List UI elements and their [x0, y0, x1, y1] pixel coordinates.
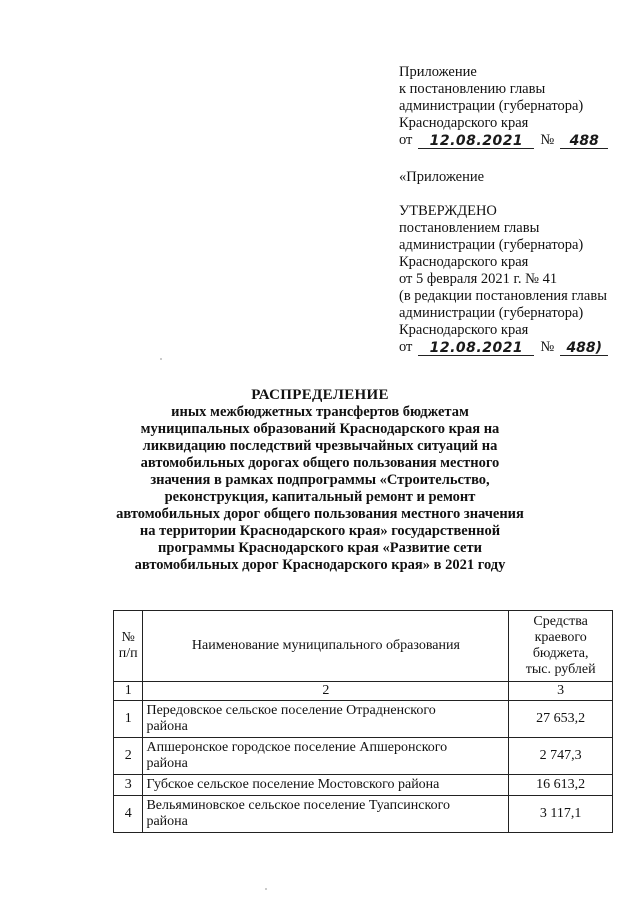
from-label: от — [399, 339, 413, 355]
from-label: от — [399, 132, 413, 148]
table-row — [114, 796, 613, 833]
approval-line: от 5 февраля 2021 г. № 41 — [399, 271, 558, 287]
header-amount-line: краевого — [534, 630, 587, 645]
appendix-quote-label: «Приложение — [399, 169, 485, 185]
row-name-line: района — [146, 719, 188, 734]
header-name: Наименование муниципального образования — [143, 611, 509, 682]
table-header-row — [114, 611, 613, 682]
approval-line: администрации (губернатора) — [399, 237, 584, 253]
column-index: 2 — [143, 682, 509, 701]
row-name — [143, 775, 509, 796]
row-name — [143, 738, 509, 775]
row-name — [143, 701, 509, 738]
approval-date-row — [399, 339, 608, 356]
approval-line: администрации (губернатора) — [399, 305, 584, 321]
table-row — [114, 738, 613, 775]
number-label: № — [540, 132, 555, 148]
title-line: программы Краснодарского края «Развитие сети — [158, 540, 482, 556]
header-amount-line: тыс. рублей — [525, 662, 596, 677]
title-line: на территории Краснодарского края» государственной — [139, 523, 501, 539]
scan-speck — [265, 888, 267, 890]
approval-line: (в редакции постановления главы — [399, 288, 607, 304]
title-line: реконструкция, капитальный ремонт и ремонт — [164, 489, 476, 505]
row-amount: 27 653,2 — [509, 701, 613, 738]
distribution-table — [113, 610, 613, 833]
title-main: РАСПРЕДЕЛЕНИЕ — [251, 387, 389, 403]
handwritten-number: 488 — [560, 134, 608, 149]
title-line: автомобильных дорог Краснодарского края» в 2021 году — [134, 557, 506, 573]
row-name — [143, 796, 509, 833]
approval-line: Краснодарского края — [399, 254, 529, 270]
row-number: 4 — [114, 796, 143, 833]
appendix-line: к постановлению главы — [399, 81, 546, 97]
title-line: иных межбюджетных трансфертов бюджетам — [171, 404, 469, 420]
appendix-date-row — [399, 132, 608, 149]
header-amount-line: Средства — [533, 614, 588, 629]
appendix-header — [399, 64, 608, 149]
row-name-line: Вельяминовское сельское поселение Туапсинского — [146, 798, 450, 813]
handwritten-date: 12.08.2021 — [418, 341, 534, 356]
title-line: автомобильных дорог общего пользования местного значения — [116, 506, 524, 522]
table-row — [114, 701, 613, 738]
title-line: автомобильных дорогах общего пользования местного — [140, 455, 500, 471]
row-number: 1 — [114, 701, 143, 738]
header-num-line: п/п — [118, 646, 138, 661]
column-index-row — [114, 682, 613, 701]
title-line: муниципальных образований Краснодарского края на — [140, 421, 500, 437]
handwritten-date: 12.08.2021 — [418, 134, 534, 149]
row-amount: 2 747,3 — [509, 738, 613, 775]
row-name-line: Апшеронское городское поселение Апшеронского — [146, 740, 448, 755]
handwritten-number: 488) — [560, 341, 608, 356]
row-name-line: района — [146, 756, 188, 771]
header-amount-line: бюджета, — [532, 646, 589, 661]
row-number: 3 — [114, 775, 143, 796]
row-amount: 16 613,2 — [509, 775, 613, 796]
appendix-line: Приложение — [399, 64, 477, 80]
appendix-line: администрации (губернатора) — [399, 98, 584, 114]
header-num-line: № — [121, 630, 135, 645]
column-index: 1 — [114, 682, 143, 701]
appendix-line: Краснодарского края — [399, 115, 529, 131]
header-num — [114, 611, 143, 682]
approved-label: УТВЕРЖДЕНО — [399, 203, 497, 219]
row-name-line: Губское сельское поселение Мостовского района — [146, 777, 440, 792]
row-number: 2 — [114, 738, 143, 775]
title-line: значения в рамках подпрограммы «Строительство, — [150, 472, 490, 488]
column-index: 3 — [509, 682, 613, 701]
approval-line: постановлением главы — [399, 220, 540, 236]
number-label: № — [540, 339, 555, 355]
approval-block — [399, 169, 608, 356]
approval-line: Краснодарского края — [399, 322, 529, 338]
row-name-line: Передовское сельское поселение Отрадненского — [146, 703, 436, 718]
row-amount: 3 117,1 — [509, 796, 613, 833]
header-amount — [509, 611, 613, 682]
title-line: ликвидацию последствий чрезвычайных ситуаций на — [142, 438, 498, 454]
table-row — [114, 775, 613, 796]
row-name-line: района — [146, 814, 188, 829]
document-title — [0, 387, 640, 574]
scan-speck — [160, 358, 162, 360]
